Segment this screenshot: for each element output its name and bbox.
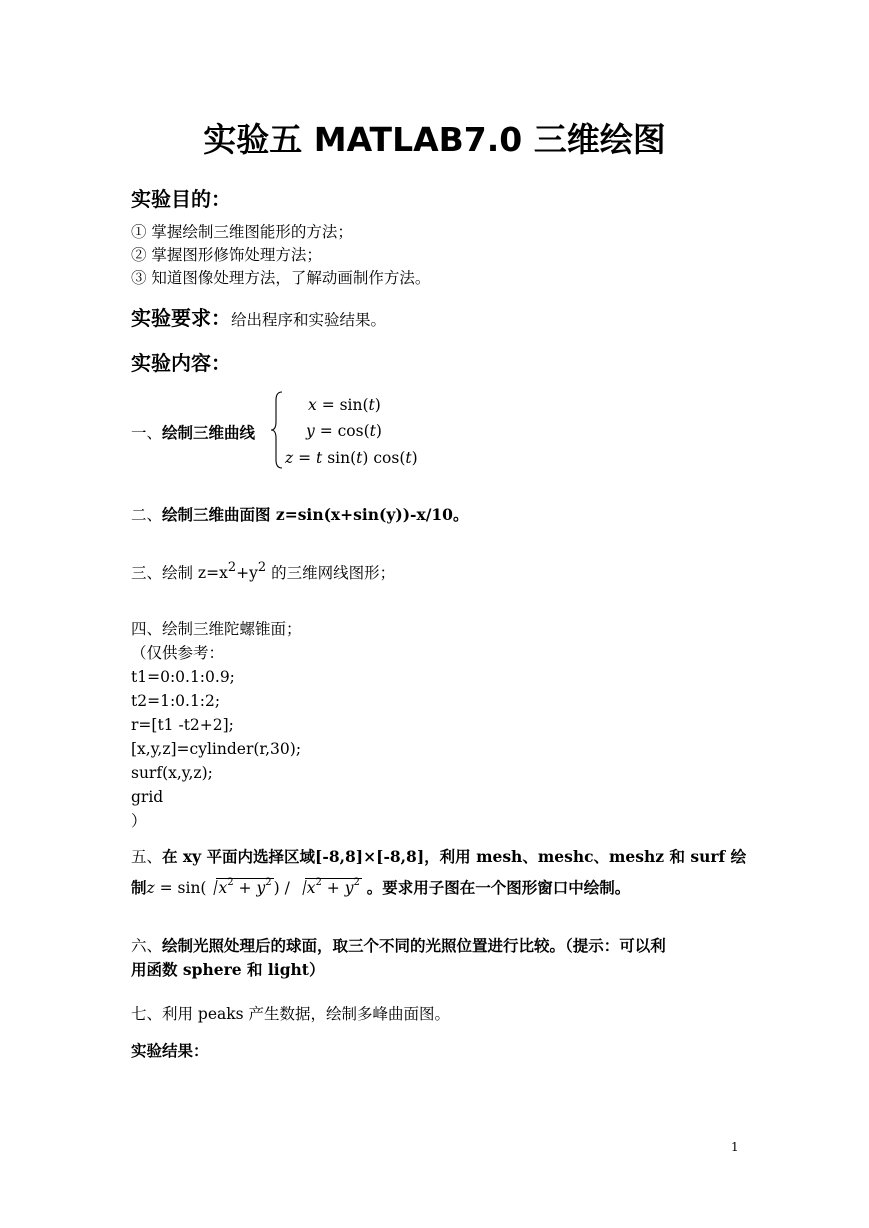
code-line: ） [131,812,147,830]
task1-label-line [131,421,255,443]
sqrt-radical-2: $x^2 + y^2$ [296,877,362,897]
code-ref-line: （仅供参考： [131,644,225,662]
task6-line1: 六、绘制光照处理后的球面，取三个不同的光照位置进行比较。（提示：可以利 [131,936,666,955]
requirement-text: 给出程序和实验结果。 [231,311,387,329]
task1-number: 一、 [131,424,163,442]
code-line: [x,y,z]=cylinder(r,30); [131,740,302,758]
requirement-line [131,302,386,331]
task7-line: 七、利用 peaks 产生数据，绘制多峰曲面图。 [131,1005,451,1023]
code-line: t2=1:0.1:2; [131,692,221,710]
equation-x: x = sin(t) [308,396,381,414]
content-heading: 实验内容： [131,351,231,375]
code-line: grid [131,788,164,806]
results-heading: 实验结果： [131,1041,209,1060]
requirement-label: 实验要求： [131,306,231,330]
code-line: r=[t1 -t2+2]; [131,716,234,734]
task4-heading: 四、绘制三维陀螺锥面； [131,620,302,638]
purpose-item-1: ① 掌握绘制三维图能形的方法； [131,223,353,241]
task6-line2: 用函数 sphere 和 light） [131,960,325,979]
purpose-item-3: ③ 知道图像处理方法，了解动画制作方法。 [131,269,431,287]
page-number: 1 [731,1140,739,1154]
equation-y: y = cos(t) [306,422,382,440]
code-line: t1=0:0.1:0.9; [131,668,235,686]
task5-line1: 五、在 xy 平面内选择区域[-8,8]×[-8,8]，利用 mesh、meshc、meshz 和 surf 绘 [131,847,747,866]
task1-label: 绘制三维曲线 [162,423,256,442]
task2-line: 二、绘制三维曲面图 z=sin(x+sin(y))-x/10。 [131,505,469,524]
system-brace-icon [270,390,284,470]
purpose-item-2: ② 掌握图形修饰处理方法； [131,246,322,264]
task5-line2: 制z = sin( $x^2 + y^2$ ) / $x^2 + y^2$ 。要求用子图在一个图形窗口中绘制。 [131,877,631,897]
document-title: 实验五 MATLAB7.0 三维绘图 [203,120,666,159]
task3-line: 三、绘制 $z=x^2+y^2$ 的三维网线图形； [131,560,396,582]
purpose-heading: 实验目的： [131,187,231,211]
sqrt-radical-1: $x^2 + y^2$ [207,877,273,897]
task4-code-block [131,641,301,833]
code-line: surf(x,y,z); [131,764,213,782]
equation-z: z = t sin(t) cos(t) [285,449,418,467]
